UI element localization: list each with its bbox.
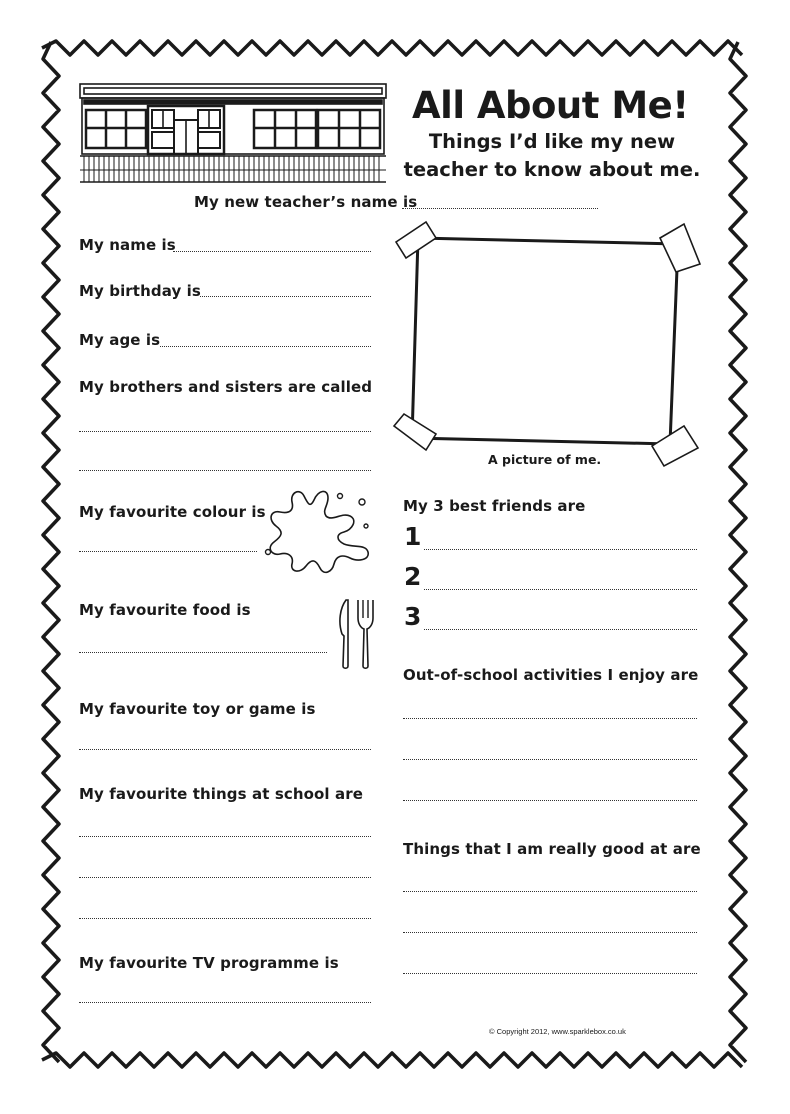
birthday-line[interactable] (200, 296, 371, 297)
activities-line-2[interactable] (403, 759, 697, 760)
friend-line-2[interactable] (424, 589, 697, 590)
siblings-line-2[interactable] (79, 470, 371, 471)
school-things-line-2[interactable] (79, 877, 371, 878)
friend-line-1[interactable] (424, 549, 697, 550)
good-at-line-2[interactable] (403, 932, 697, 933)
age-line[interactable] (160, 346, 371, 347)
photo-frame[interactable] (392, 220, 702, 470)
good-at-line-3[interactable] (403, 973, 697, 974)
copyright-notice: © Copyright 2012, www.sparklebox.co.uk (489, 1027, 626, 1036)
knife-and-fork-icon (336, 598, 376, 670)
food-label: My favourite food is (79, 601, 251, 619)
teacher-name-label: My new teacher’s name is (194, 193, 418, 211)
siblings-label: My brothers and sisters are called (79, 378, 373, 396)
friends-label: My 3 best friends are (403, 497, 586, 515)
activities-line-1[interactable] (403, 718, 697, 719)
tv-line[interactable] (79, 1002, 371, 1003)
page-title: All About Me! (412, 84, 689, 127)
tv-label: My favourite TV programme is (79, 954, 339, 972)
colour-line[interactable] (79, 551, 257, 552)
name-line[interactable] (173, 251, 371, 252)
toy-line[interactable] (79, 749, 371, 750)
school-building-icon (78, 82, 388, 186)
good-at-label: Things that I am really good at are (403, 840, 701, 858)
page-subtitle: Things I’d like my new teacher to know about me. (403, 130, 701, 181)
siblings-line-1[interactable] (79, 431, 371, 432)
school-things-line-3[interactable] (79, 918, 371, 919)
food-line[interactable] (79, 652, 327, 653)
birthday-label: My birthday is (79, 282, 201, 300)
toy-label: My favourite toy or game is (79, 700, 316, 718)
age-label: My age is (79, 331, 161, 349)
teacher-name-line[interactable] (402, 208, 598, 209)
friend-number-1: 1 (404, 522, 422, 551)
name-label: My name is (79, 236, 176, 254)
picture-caption: A picture of me. (488, 452, 602, 467)
school-things-line-1[interactable] (79, 836, 371, 837)
friend-number-3: 3 (404, 602, 422, 631)
school-things-label: My favourite things at school are (79, 785, 363, 803)
activities-line-3[interactable] (403, 800, 697, 801)
activities-label: Out-of-school activities I enjoy are (403, 666, 699, 684)
friend-line-3[interactable] (424, 629, 697, 630)
friend-number-2: 2 (404, 562, 422, 591)
good-at-line-1[interactable] (403, 891, 697, 892)
colour-label: My favourite colour is (79, 503, 266, 521)
paint-splat-icon (262, 482, 374, 580)
